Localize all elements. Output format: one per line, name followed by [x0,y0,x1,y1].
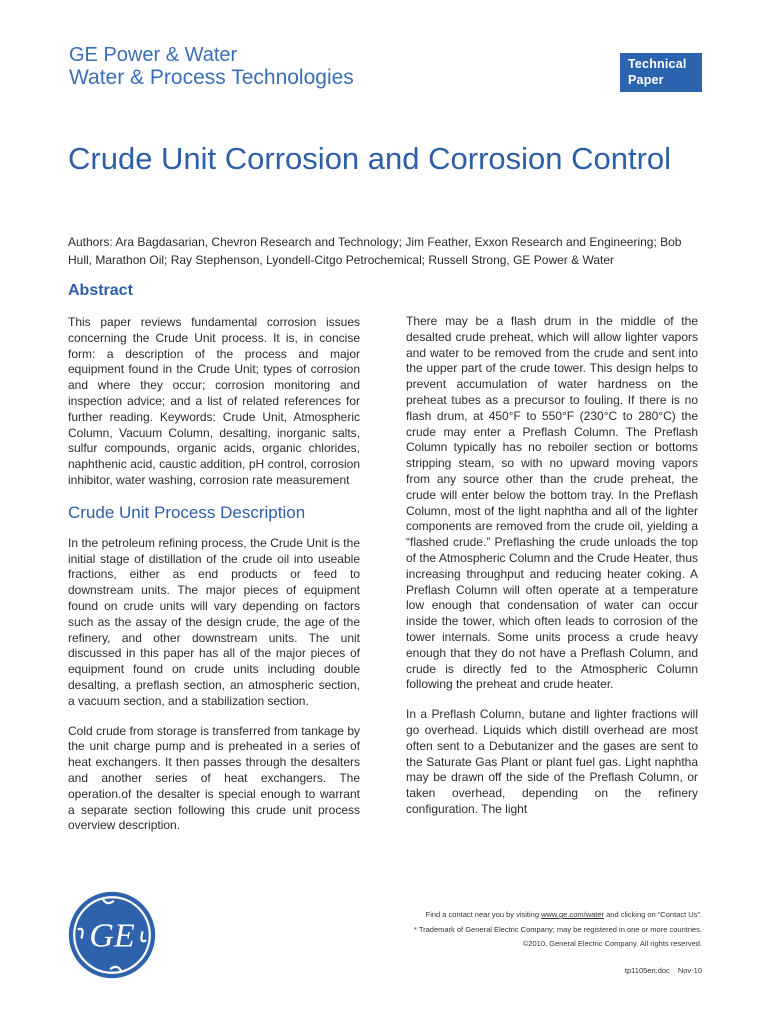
brand-division: Water & Process Technologies [69,66,354,90]
abstract-text: This paper reviews fundamental corrosion issues concerning the Crude Unit process. It is, in concise form: a description of the process and major equipment found in the Crude Unit; types of corrosion and where they occur; corrosion monitoring and inspection advice; and a list of related references for further reading. Keywords: Crude Unit, Atmospheric Column, Vacuum Column, desalting, inorganic salts, sulfur compounds, organic acids, organic chlorides, naphthenic acid, caustic addition, pH control, corrosion inhibitor, water washing, corrosion rate measurement [68,315,360,487]
abstract-heading: Abstract [68,282,133,299]
copyright-note: ©2010, General Electric Company. All rights reserved. [522,939,702,948]
author-list: Authors: Ara Bagdasarian, Chevron Research and Technology; Jim Feather, Exxon Research and Engineering; Bob Hull, Marathon Oil; Ray Stephenson, Lyondell-Citgo Petrochemical; Russell Strong, GE Power & Water [68,235,682,267]
left-column [68,281,360,848]
document-id: tp1105en.doc [624,966,670,975]
website-link[interactable]: www.ge.com/water [541,910,605,919]
document-reference [560,966,702,975]
logo-text: GE [89,917,135,955]
brand-block [69,44,354,90]
badge-line-2: Paper [628,73,664,87]
contact-prefix: Find a contact near you by visiting [425,910,542,919]
process-paragraph-3: There may be a flash drum in the middle of the desalted crude preheat, which will allow lighter vapors and water to be removed from the crude and sent into the upper part of the crude tower. This design helps to prevent accumulation of water hardness on the preheat tubes as a precursor to fouling. If there is no flash drum, at 450°F to 550°F (230°C to 280°C) the crude may enter a Preflash Column. The Preflash Column typically has no reboiler section or bottoms stripping steam, so with no upward moving vapors from any source other than the crude preheat, the crude will enter below the bottom tray. In the Preflash Column, most of the light naphtha and all of the lighter components are removed from the crude oil, yielding a “flashed crude.” Preflashing the crude unloads the top of the Atmospheric Column and the Crude Heater, thus increasing throughput and reducing heater coking. A Preflash Column will often operate at a temperature low enough that condensation of water can occur inside the tower, which often leads to corrosion of the tower internals. Some units process a crude heavy enough that they do not have a Preflash Column, and crude is directly fed to the Atmospheric Column following the preheat and crude heater. [406,314,698,692]
process-paragraph-2: Cold crude from storage is transferred from tankage by the unit charge pump and is preheated in a series of heat exchangers. It then passes through the desalters and another series of heat exchangers. The operation.of the desalter is special enough to warrant a separate section following this crude unit process overview description. [68,723,360,833]
contact-line [330,908,702,923]
brand-name: GE Power & Water [69,44,238,66]
right-column [406,314,698,832]
badge-line-1: Technical [628,57,687,71]
paper-title: Crude Unit Corrosion and Corrosion Control [68,141,672,176]
footer-notes [330,908,702,952]
document-date: Nov-10 [677,966,702,975]
process-heading: Crude Unit Process Description [68,502,306,522]
trademark-note: * Trademark of General Electric Company; may be registered in one or more countries. [413,924,702,934]
ge-monogram-logo-icon [67,890,157,980]
process-paragraph-1: In the petroleum refining process, the Crude Unit is the initial stage of distillation of the crude oil into useable fractions, either as end products or feed to downstream units. The major pieces of equipment found on crude units will vary depending on factors such as the assay of the design crude, the age of the refinery, and other downstream units. The unit discussed in this paper has all of the major pieces of equipment found on crude units including double desalting, a preflash section, an atmospheric section, a vacuum section, and a stabilization section. [68,535,360,708]
process-paragraph-4: In a Preflash Column, butane and lighter fractions will go overhead. Liquids which distill overhead are most often sent to a Debutanizer and the gases are sent to the Saturate Gas Plant or plant fuel gas. Light naphtha may be drawn off the side of the Preflash Column, or taken overhead, depending on the refinery configuration. The light [406,707,698,816]
contact-suffix: and clicking on “Contact Us”. [604,910,702,919]
document-type-badge [620,53,702,92]
